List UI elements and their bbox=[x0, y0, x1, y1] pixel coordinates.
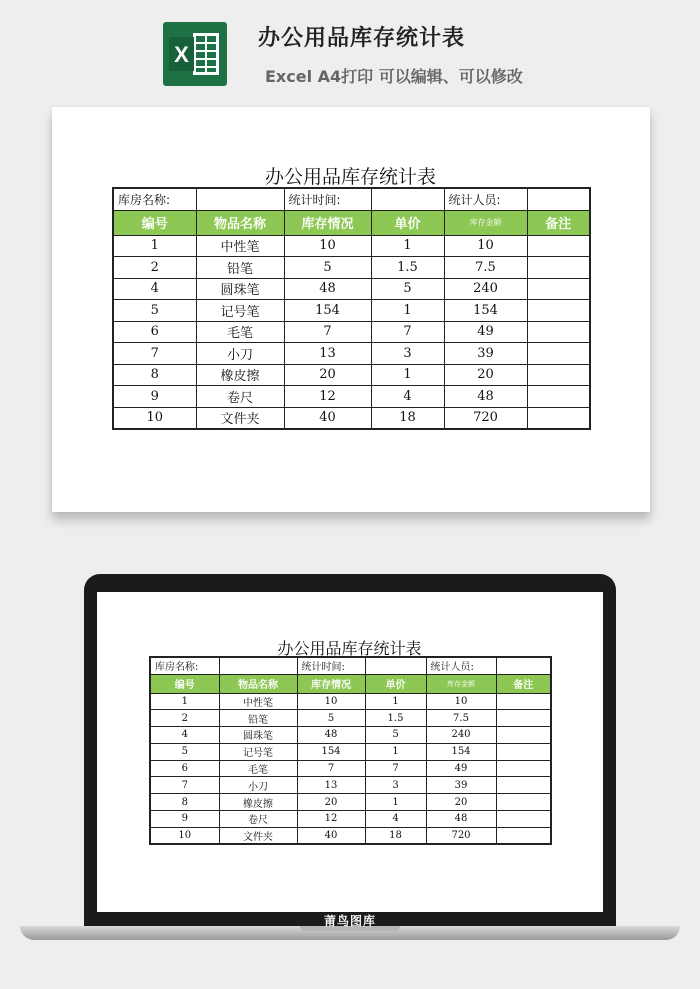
cell-amount: 10 bbox=[444, 235, 527, 257]
cell-price: 5 bbox=[365, 727, 426, 744]
cell-name: 卷尺 bbox=[219, 811, 297, 828]
table-row bbox=[150, 811, 551, 828]
cell-amount: 48 bbox=[444, 386, 527, 408]
person-value bbox=[496, 657, 551, 674]
cell-note bbox=[496, 794, 551, 811]
cell-amount: 7.5 bbox=[444, 257, 527, 279]
cell-amount: 720 bbox=[426, 827, 496, 844]
table-row bbox=[150, 693, 551, 710]
cell-id: 9 bbox=[150, 811, 219, 828]
cell-stock: 40 bbox=[284, 407, 371, 429]
column-header: 备注 bbox=[496, 674, 551, 693]
cell-id: 7 bbox=[113, 343, 196, 365]
time-value bbox=[371, 188, 444, 210]
cell-stock: 48 bbox=[284, 278, 371, 300]
cell-name: 文件夹 bbox=[219, 827, 297, 844]
inventory-table bbox=[112, 187, 591, 430]
excel-icon bbox=[163, 22, 227, 86]
column-header: 库存金额 bbox=[444, 210, 527, 235]
cell-note bbox=[496, 743, 551, 760]
cell-stock: 10 bbox=[297, 693, 365, 710]
cell-price: 1 bbox=[371, 235, 444, 257]
cell-id: 2 bbox=[150, 710, 219, 727]
cell-name: 卷尺 bbox=[196, 386, 284, 408]
cell-name: 小刀 bbox=[219, 777, 297, 794]
cell-price: 3 bbox=[371, 343, 444, 365]
cell-id: 8 bbox=[113, 364, 196, 386]
cell-name: 小刀 bbox=[196, 343, 284, 365]
watermark-label: 莆鸟图库 bbox=[323, 914, 376, 928]
column-header: 库存情况 bbox=[284, 210, 371, 235]
cell-name: 记号笔 bbox=[196, 300, 284, 322]
cell-id: 4 bbox=[150, 727, 219, 744]
cell-id: 6 bbox=[150, 760, 219, 777]
warehouse-value bbox=[196, 188, 284, 210]
cell-amount: 240 bbox=[426, 727, 496, 744]
table-row bbox=[150, 777, 551, 794]
cell-name: 中性笔 bbox=[219, 693, 297, 710]
cell-stock: 154 bbox=[297, 743, 365, 760]
cell-note bbox=[496, 727, 551, 744]
cell-stock: 7 bbox=[284, 321, 371, 343]
table-row bbox=[113, 257, 590, 279]
cell-note bbox=[527, 407, 590, 429]
cell-id: 7 bbox=[150, 777, 219, 794]
table-row bbox=[150, 827, 551, 844]
sheet-title: 办公用品库存统计表 bbox=[277, 639, 422, 658]
cell-amount: 154 bbox=[426, 743, 496, 760]
column-header: 库存情况 bbox=[297, 674, 365, 693]
table-row bbox=[113, 386, 590, 408]
cell-note bbox=[527, 235, 590, 257]
table-row bbox=[113, 343, 590, 365]
cell-name: 橡皮擦 bbox=[219, 794, 297, 811]
cell-amount: 49 bbox=[426, 760, 496, 777]
table-row bbox=[113, 321, 590, 343]
cell-name: 中性笔 bbox=[196, 235, 284, 257]
cell-price: 1 bbox=[371, 364, 444, 386]
cell-price: 5 bbox=[371, 278, 444, 300]
cell-amount: 720 bbox=[444, 407, 527, 429]
column-header: 单价 bbox=[371, 210, 444, 235]
cell-name: 圆珠笔 bbox=[219, 727, 297, 744]
cell-stock: 48 bbox=[297, 727, 365, 744]
person-label: 统计人员: bbox=[444, 188, 527, 210]
cell-id: 8 bbox=[150, 794, 219, 811]
cell-price: 1.5 bbox=[371, 257, 444, 279]
cell-id: 1 bbox=[150, 693, 219, 710]
table-row bbox=[150, 794, 551, 811]
cell-id: 5 bbox=[150, 743, 219, 760]
person-label: 统计人员: bbox=[426, 657, 496, 674]
table-row bbox=[113, 407, 590, 429]
cell-price: 18 bbox=[365, 827, 426, 844]
person-value bbox=[527, 188, 590, 210]
warehouse-value bbox=[219, 657, 297, 674]
table-row bbox=[150, 710, 551, 727]
table-row bbox=[113, 300, 590, 322]
cell-amount: 39 bbox=[426, 777, 496, 794]
spreadsheet-preview bbox=[112, 162, 589, 430]
cell-note bbox=[527, 321, 590, 343]
time-label: 统计时间: bbox=[297, 657, 365, 674]
cell-note bbox=[527, 386, 590, 408]
table-row bbox=[113, 235, 590, 257]
column-header-row bbox=[113, 210, 590, 235]
table-body bbox=[113, 235, 590, 429]
table-row bbox=[113, 278, 590, 300]
inventory-table bbox=[149, 656, 552, 845]
cell-name: 毛笔 bbox=[219, 760, 297, 777]
cell-id: 4 bbox=[113, 278, 196, 300]
column-header-row bbox=[150, 674, 551, 693]
cell-price: 1 bbox=[365, 794, 426, 811]
time-value bbox=[365, 657, 426, 674]
cell-note bbox=[496, 777, 551, 794]
cell-amount: 49 bbox=[444, 321, 527, 343]
table-row bbox=[150, 743, 551, 760]
cell-price: 4 bbox=[365, 811, 426, 828]
cell-price: 1 bbox=[371, 300, 444, 322]
cell-note bbox=[496, 811, 551, 828]
cell-id: 1 bbox=[113, 235, 196, 257]
cell-price: 1.5 bbox=[365, 710, 426, 727]
cell-note bbox=[527, 364, 590, 386]
cell-id: 10 bbox=[113, 407, 196, 429]
cell-price: 1 bbox=[365, 693, 426, 710]
table-body bbox=[150, 693, 551, 844]
cell-stock: 10 bbox=[284, 235, 371, 257]
cell-stock: 40 bbox=[297, 827, 365, 844]
cell-price: 7 bbox=[371, 321, 444, 343]
cell-note bbox=[496, 693, 551, 710]
warehouse-label: 库房名称: bbox=[150, 657, 219, 674]
cell-name: 橡皮擦 bbox=[196, 364, 284, 386]
page-subtitle: Excel A4打印 可以编辑、可以修改 bbox=[265, 67, 523, 86]
cell-name: 记号笔 bbox=[219, 743, 297, 760]
cell-name: 毛笔 bbox=[196, 321, 284, 343]
cell-stock: 7 bbox=[297, 760, 365, 777]
cell-id: 5 bbox=[113, 300, 196, 322]
column-header: 备注 bbox=[527, 210, 590, 235]
cell-note bbox=[496, 827, 551, 844]
cell-stock: 154 bbox=[284, 300, 371, 322]
cell-note bbox=[527, 343, 590, 365]
cell-price: 4 bbox=[371, 386, 444, 408]
sheet-title: 办公用品库存统计表 bbox=[264, 166, 436, 188]
header bbox=[0, 0, 700, 100]
column-header: 物品名称 bbox=[219, 674, 297, 693]
cell-note bbox=[527, 278, 590, 300]
cell-stock: 13 bbox=[297, 777, 365, 794]
cell-stock: 13 bbox=[284, 343, 371, 365]
table-row bbox=[113, 364, 590, 386]
column-header: 库存金额 bbox=[426, 674, 496, 693]
table-row bbox=[150, 760, 551, 777]
cell-stock: 20 bbox=[297, 794, 365, 811]
cell-note bbox=[496, 760, 551, 777]
info-row bbox=[150, 657, 551, 674]
cell-name: 铅笔 bbox=[219, 710, 297, 727]
cell-amount: 48 bbox=[426, 811, 496, 828]
cell-stock: 20 bbox=[284, 364, 371, 386]
cell-stock: 12 bbox=[297, 811, 365, 828]
column-header: 单价 bbox=[365, 674, 426, 693]
cell-amount: 154 bbox=[444, 300, 527, 322]
cell-note bbox=[527, 257, 590, 279]
cell-name: 文件夹 bbox=[196, 407, 284, 429]
cell-name: 圆珠笔 bbox=[196, 278, 284, 300]
cell-amount: 7.5 bbox=[426, 710, 496, 727]
cell-amount: 10 bbox=[426, 693, 496, 710]
column-header: 编号 bbox=[113, 210, 196, 235]
cell-price: 3 bbox=[365, 777, 426, 794]
cell-stock: 12 bbox=[284, 386, 371, 408]
cell-amount: 20 bbox=[426, 794, 496, 811]
cell-stock: 5 bbox=[284, 257, 371, 279]
cell-id: 2 bbox=[113, 257, 196, 279]
info-row bbox=[113, 188, 590, 210]
cell-stock: 5 bbox=[297, 710, 365, 727]
cell-id: 6 bbox=[113, 321, 196, 343]
warehouse-label: 库房名称: bbox=[113, 188, 196, 210]
cell-amount: 39 bbox=[444, 343, 527, 365]
cell-amount: 20 bbox=[444, 364, 527, 386]
cell-name: 铅笔 bbox=[196, 257, 284, 279]
cell-price: 18 bbox=[371, 407, 444, 429]
column-header: 物品名称 bbox=[196, 210, 284, 235]
cell-id: 9 bbox=[113, 386, 196, 408]
column-header: 编号 bbox=[150, 674, 219, 693]
excel-icon-letter: X bbox=[174, 42, 189, 67]
cell-id: 10 bbox=[150, 827, 219, 844]
time-label: 统计时间: bbox=[284, 188, 371, 210]
cell-note bbox=[496, 710, 551, 727]
cell-amount: 240 bbox=[444, 278, 527, 300]
cell-note bbox=[527, 300, 590, 322]
cell-price: 1 bbox=[365, 743, 426, 760]
table-row bbox=[150, 727, 551, 744]
laptop-spreadsheet-preview bbox=[149, 636, 550, 846]
cell-price: 7 bbox=[365, 760, 426, 777]
page-title: 办公用品库存统计表 bbox=[258, 26, 466, 51]
